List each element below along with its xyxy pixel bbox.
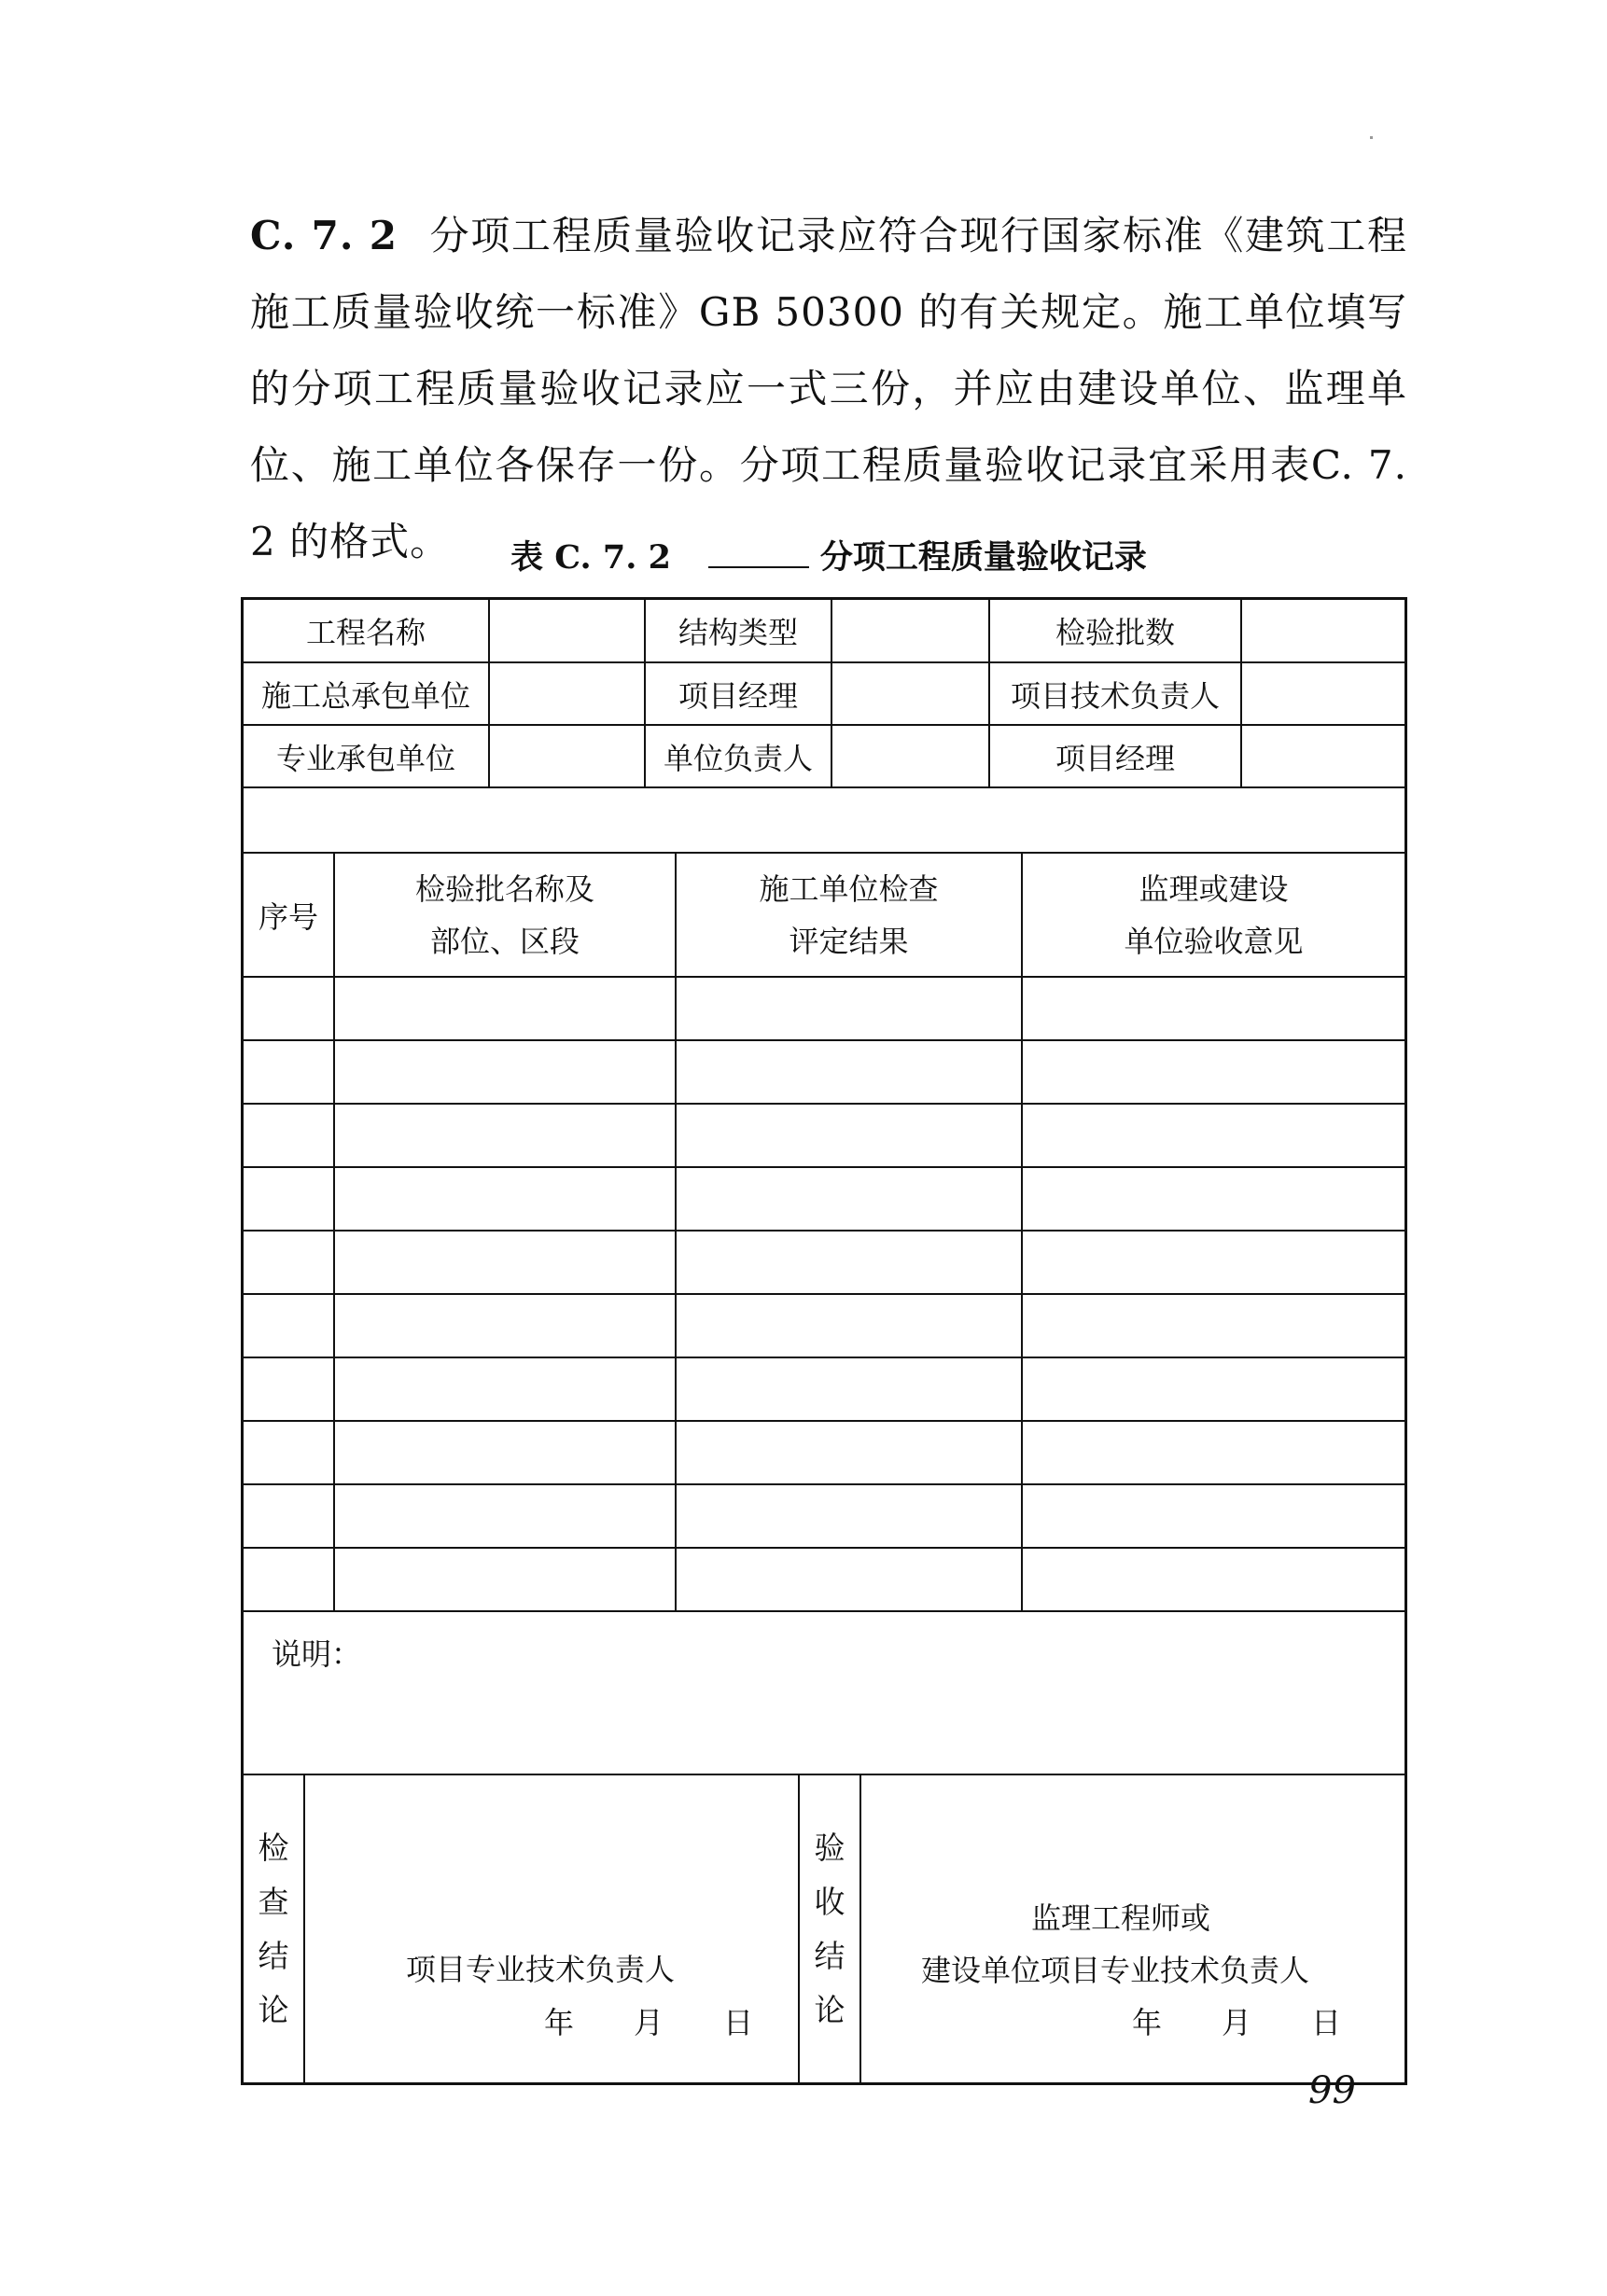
table-row — [244, 1105, 1404, 1168]
label-project-manager: 项目经理 — [646, 663, 832, 724]
cell-supervisor-opinion[interactable] — [1023, 1358, 1404, 1420]
label-technical-lead: 项目技术负责人 — [990, 663, 1242, 724]
value-general-contractor[interactable] — [490, 663, 646, 724]
inspection-record-form — [241, 597, 1407, 2085]
conclusion-row — [244, 1775, 1404, 2082]
header-row — [244, 600, 1404, 663]
value-project-name[interactable] — [490, 600, 646, 661]
cell-supervisor-opinion[interactable] — [1023, 1231, 1404, 1293]
label-specialty-contractor: 专业承包单位 — [244, 726, 490, 786]
acceptance-conclusion-area[interactable] — [861, 1775, 1404, 2082]
table-row — [244, 1549, 1404, 1612]
table-row — [244, 1231, 1404, 1295]
cell-seq[interactable] — [244, 1231, 335, 1293]
cell-batch-name[interactable] — [335, 1295, 677, 1357]
cell-batch-name[interactable] — [335, 1485, 677, 1547]
cell-seq[interactable] — [244, 1422, 335, 1483]
col-batch-name-l1: 检验批名称及 — [414, 870, 594, 907]
cell-seq[interactable] — [244, 1105, 335, 1166]
vertical-char: 结 — [258, 1937, 289, 1974]
table-number: 表 C. 7. 2 — [510, 538, 671, 577]
cell-batch-name[interactable] — [335, 1231, 677, 1293]
col-supervisor-opinion-l2: 单位验收意见 — [1124, 923, 1304, 959]
table-row — [244, 1168, 1404, 1231]
notes-row[interactable] — [244, 1612, 1404, 1775]
label-general-contractor: 施工总承包单位 — [244, 663, 490, 724]
cell-seq[interactable] — [244, 1295, 335, 1357]
col-supervisor-opinion-l1: 监理或建设 — [1139, 870, 1289, 907]
acceptance-signer-line1: 监理工程师或 — [1031, 1900, 1211, 1936]
cell-supervisor-opinion[interactable] — [1023, 1105, 1404, 1166]
col-supervisor-opinion — [1023, 854, 1404, 976]
cell-contractor-check[interactable] — [677, 1549, 1023, 1610]
cell-contractor-check[interactable] — [677, 1041, 1023, 1103]
title-blank-line — [708, 538, 809, 568]
col-batch-name-l2: 部位、区段 — [429, 923, 580, 959]
cell-contractor-check[interactable] — [677, 1231, 1023, 1293]
cell-supervisor-opinion[interactable] — [1023, 1295, 1404, 1357]
cell-supervisor-opinion[interactable] — [1023, 1041, 1404, 1103]
acceptance-conclusion-label — [800, 1775, 861, 2082]
clause-paragraph — [250, 198, 1407, 580]
scan-speck — [1370, 136, 1373, 139]
cell-supervisor-opinion[interactable] — [1023, 1422, 1404, 1483]
cell-batch-name[interactable] — [335, 1041, 677, 1103]
label-batch-count: 检验批数 — [990, 600, 1242, 661]
table-row — [244, 1295, 1404, 1358]
cell-supervisor-opinion[interactable] — [1023, 1168, 1404, 1230]
value-technical-lead[interactable] — [1242, 663, 1404, 724]
clause-number: C. 7. 2 — [250, 213, 398, 258]
cell-seq[interactable] — [244, 1485, 335, 1547]
label-structure-type: 结构类型 — [646, 600, 832, 661]
cell-batch-name[interactable] — [335, 1168, 677, 1230]
value-project-manager[interactable] — [832, 663, 990, 724]
cell-supervisor-opinion[interactable] — [1023, 978, 1404, 1039]
cell-contractor-check[interactable] — [677, 1168, 1023, 1230]
vertical-char: 结 — [814, 1937, 845, 1974]
acceptance-date: 年 月 日 — [1132, 2005, 1342, 2040]
cell-supervisor-opinion[interactable] — [1023, 1485, 1404, 1547]
cell-batch-name[interactable] — [335, 978, 677, 1039]
clause-text: 分项工程质量验收记录应符合现行国家标准《建筑工程施工质量验收统一标准》GB 50300 的有关规定。施工单位填写的分项工程质量验收记录应一式三份，并应由建设单位、监理单位、施工单位各保存一份。分项工程质量验收记录宜采用表C. 7. 2 的格式。 — [250, 213, 1407, 564]
vertical-char: 论 — [258, 1991, 289, 2028]
vertical-char: 论 — [814, 1991, 845, 2028]
value-project-manager-2[interactable] — [1242, 726, 1404, 786]
cell-supervisor-opinion[interactable] — [1023, 1549, 1404, 1610]
page-number: 99 — [1308, 2069, 1356, 2112]
col-contractor-check — [677, 854, 1023, 976]
acceptance-signer-line2: 建设单位项目专业技术负责人 — [921, 1953, 1310, 1988]
cell-batch-name[interactable] — [335, 1422, 677, 1483]
cell-contractor-check[interactable] — [677, 1485, 1023, 1547]
value-unit-head[interactable] — [832, 726, 990, 786]
cell-contractor-check[interactable] — [677, 1105, 1023, 1166]
cell-contractor-check[interactable] — [677, 978, 1023, 1039]
vertical-char: 验 — [814, 1829, 845, 1866]
table-row — [244, 1041, 1404, 1105]
vertical-char: 收 — [814, 1883, 845, 1920]
blank-row — [244, 788, 1404, 854]
table-row — [244, 1485, 1404, 1549]
cell-contractor-check[interactable] — [677, 1422, 1023, 1483]
header-row — [244, 663, 1404, 726]
table-caption — [250, 532, 1407, 578]
table-title: 分项工程质量验收记录 — [819, 538, 1147, 577]
cell-contractor-check[interactable] — [677, 1295, 1023, 1357]
cell-seq[interactable] — [244, 978, 335, 1039]
col-contractor-check-l1: 施工单位检查 — [759, 870, 939, 907]
cell-seq[interactable] — [244, 1041, 335, 1103]
label-project-name: 工程名称 — [244, 600, 490, 661]
label-unit-head: 单位负责人 — [646, 726, 832, 786]
inspection-date: 年 月 日 — [544, 2005, 754, 2040]
cell-seq[interactable] — [244, 1358, 335, 1420]
value-specialty-contractor[interactable] — [490, 726, 646, 786]
cell-contractor-check[interactable] — [677, 1358, 1023, 1420]
column-header-row — [244, 854, 1404, 978]
cell-batch-name[interactable] — [335, 1105, 677, 1166]
header-row — [244, 726, 1404, 788]
table-row — [244, 1422, 1404, 1485]
col-contractor-check-l2: 评定结果 — [789, 923, 909, 959]
col-batch-name — [335, 854, 677, 976]
cell-seq[interactable] — [244, 1549, 335, 1610]
value-batch-count[interactable] — [1242, 600, 1404, 661]
table-row — [244, 978, 1404, 1041]
col-seq: 序号 — [244, 854, 335, 976]
value-structure-type[interactable] — [832, 600, 990, 661]
cell-batch-name[interactable] — [335, 1358, 677, 1420]
vertical-char: 检 — [258, 1829, 289, 1866]
notes-label: 说明： — [272, 1636, 362, 1672]
inspection-signer: 项目专业技术负责人 — [406, 1952, 676, 1987]
cell-seq[interactable] — [244, 1168, 335, 1230]
cell-batch-name[interactable] — [335, 1549, 677, 1610]
label-project-manager-2: 项目经理 — [990, 726, 1242, 786]
table-row — [244, 1358, 1404, 1422]
inspection-conclusion-area[interactable] — [305, 1775, 800, 2082]
inspection-conclusion-label — [244, 1775, 305, 2082]
vertical-char: 查 — [258, 1883, 289, 1920]
